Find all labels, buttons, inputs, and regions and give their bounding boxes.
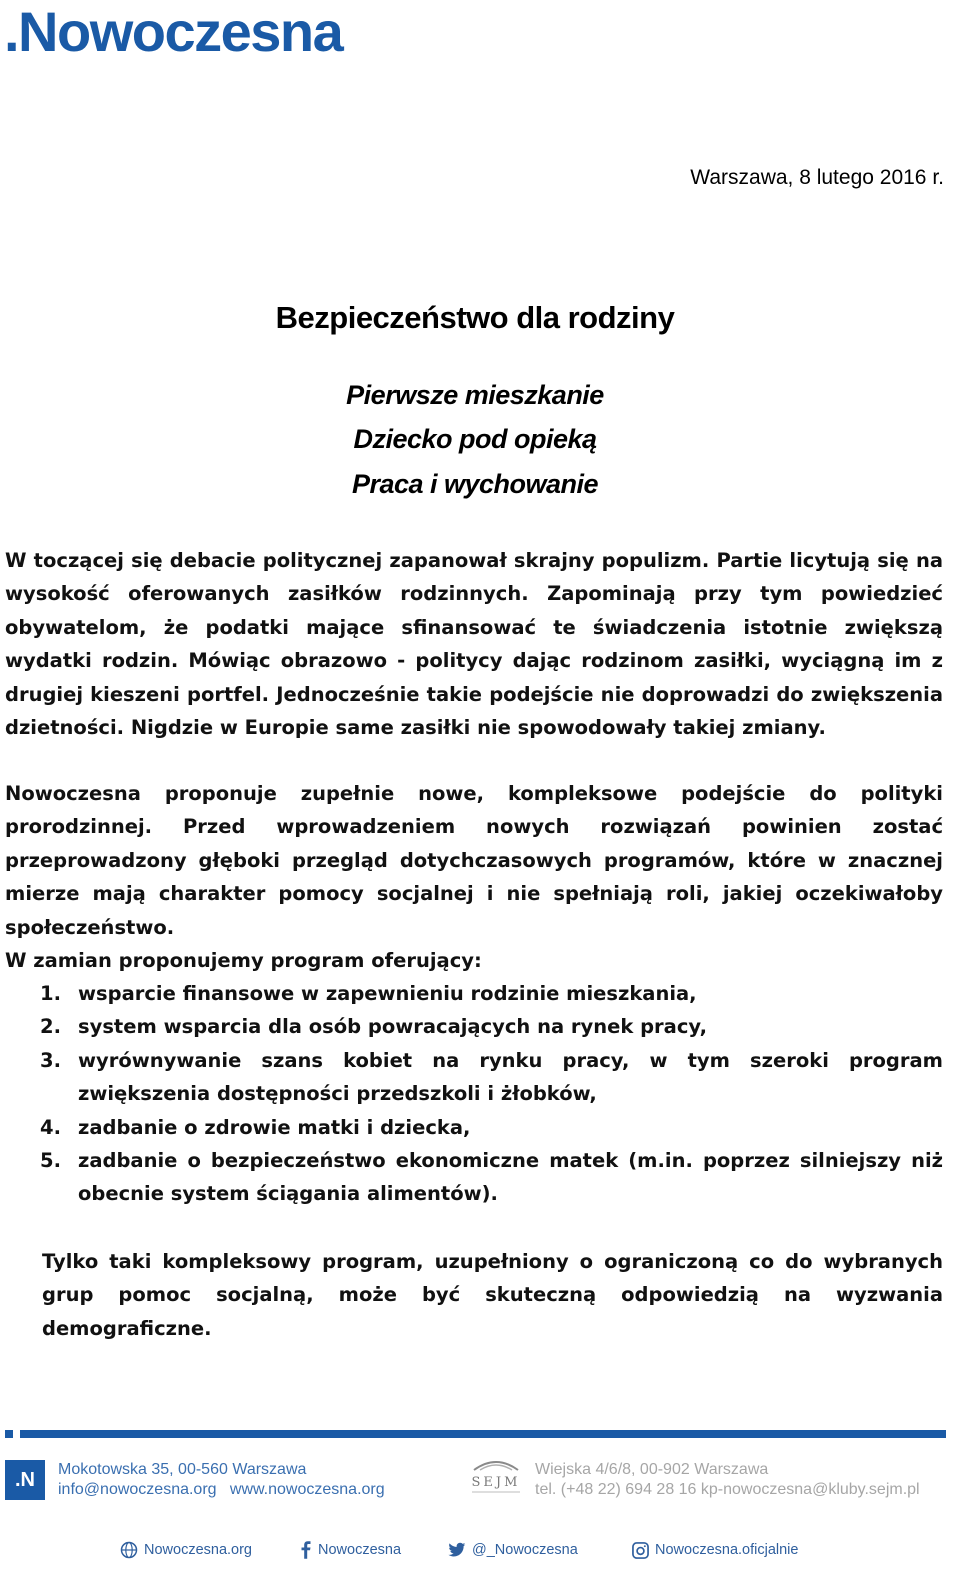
instagram-icon — [632, 1542, 649, 1559]
subtitle-first-apartment: Pierwsze mieszkanie — [346, 380, 604, 410]
list-number: 2. — [40, 1015, 61, 1039]
list-text: wsparcie finansowe w zapewnieniu rodzinie mieszkania, — [78, 982, 697, 1005]
social-twitter[interactable] — [448, 1540, 578, 1560]
social-twitter-label: @_Nowoczesna — [472, 1542, 578, 1558]
subtitle-work-upbringing: Praca i wychowanie — [351, 469, 599, 499]
document-date: Warszawa, 8 lutego 2016 r. — [690, 166, 944, 189]
list-number: 4. — [40, 1115, 61, 1139]
list-text: zadbanie o bezpieczeństwo ekonomiczne matek (m.in. poprzez silniejszy niż obecnie system ściągania alimentów). — [78, 1149, 943, 1206]
proposal-paragraph: Nowoczesna proponuje zupełnie nowe, kompleksowe podejście do polityki prorodzinnej. Przed wprowadzeniem nowych rozwiązań powinien zostać przeprowadzony głęboki przegląd dotychczasowych programów, które w znacznej mierze mają charakter pomocy socjalnej i nie spełniają roli, jakiej oczekiwałoby społeczeństwo. — [5, 782, 943, 939]
footer-contact-sejm: tel. (+48 22) 694 28 16 kp-nowoczesna@kluby.sejm.pl — [535, 1481, 920, 1498]
list-number: 1. — [40, 982, 61, 1005]
footer-address-party: Mokotowska 35, 00-560 Warszawa — [58, 1461, 307, 1478]
social-website-label: Nowoczesna.org — [144, 1542, 252, 1558]
social-instagram[interactable] — [632, 1540, 798, 1560]
list-number: 5. — [40, 1149, 61, 1173]
list-item — [40, 1111, 943, 1144]
intro-paragraph: W toczącej się debacie politycznej zapanował skrajny populizm. Partie licytują się na wysokość oferowanych zasiłków rodzinnych. Zapominają przy tym powiedzieć obywatelom, że podatki mające sfinansować te świadczenia istotnie zwiększą wydatki rodzin. Mówiąc obrazowo - politycy dając rodzinom zasiłki, wyciągną im z drugiej kieszeni portfel. Jednocześnie takie podejście nie doprowadzi do zwiększenia dzietności. Nigdzie w Europie same zasiłki nie spowodowały takiej zmiany. — [5, 549, 943, 740]
list-intro: W zamian proponujemy program oferujący: — [5, 949, 482, 972]
facebook-icon — [300, 1541, 312, 1559]
list-number: 3. — [40, 1048, 61, 1072]
document-title: Bezpieczeństwo dla rodziny — [275, 300, 675, 335]
footer-address-sejm: Wiejska 4/6/8, 00-902 Warszawa — [535, 1461, 769, 1478]
list-item — [40, 1010, 943, 1043]
list-item — [40, 977, 943, 1010]
program-list — [40, 977, 943, 1211]
social-instagram-label: Nowoczesna.oficjalnie — [655, 1542, 799, 1558]
sejm-logo-text: SEJM — [471, 1475, 521, 1490]
social-website[interactable] — [120, 1540, 252, 1560]
twitter-icon — [448, 1542, 466, 1558]
list-item — [40, 1144, 943, 1211]
footer-divider-dot — [5, 1430, 13, 1438]
subtitle-child-care: Dziecko pod opieką — [353, 424, 597, 454]
list-item — [40, 1044, 943, 1111]
sejm-logo-icon — [468, 1456, 524, 1496]
list-text: system wsparcia dla osób powracających na rynek pracy, — [78, 1015, 707, 1039]
social-facebook[interactable] — [300, 1540, 401, 1560]
list-text: zadbanie o zdrowie matki i dziecka, — [78, 1115, 471, 1139]
footer-divider — [20, 1430, 946, 1438]
globe-icon — [120, 1541, 138, 1559]
closing-paragraph: Tylko taki kompleksowy program, uzupełniony o ograniczoną co do wybranych grup pomoc socjalną, może być skuteczną odpowiedzią na wyzwania demograficzne. — [42, 1250, 943, 1340]
nowoczesna-logo: .Nowoczesna — [4, 0, 343, 63]
footer-logo-badge: .N — [5, 1460, 45, 1500]
list-text: wyrównywanie szans kobiet na rynku pracy, w tym szeroki program zwiększenia dostępności przedszkoli i żłobków, — [78, 1048, 943, 1106]
footer-contact-party[interactable]: info@nowoczesna.org www.nowoczesna.org — [58, 1481, 385, 1498]
social-facebook-label: Nowoczesna — [318, 1542, 402, 1558]
